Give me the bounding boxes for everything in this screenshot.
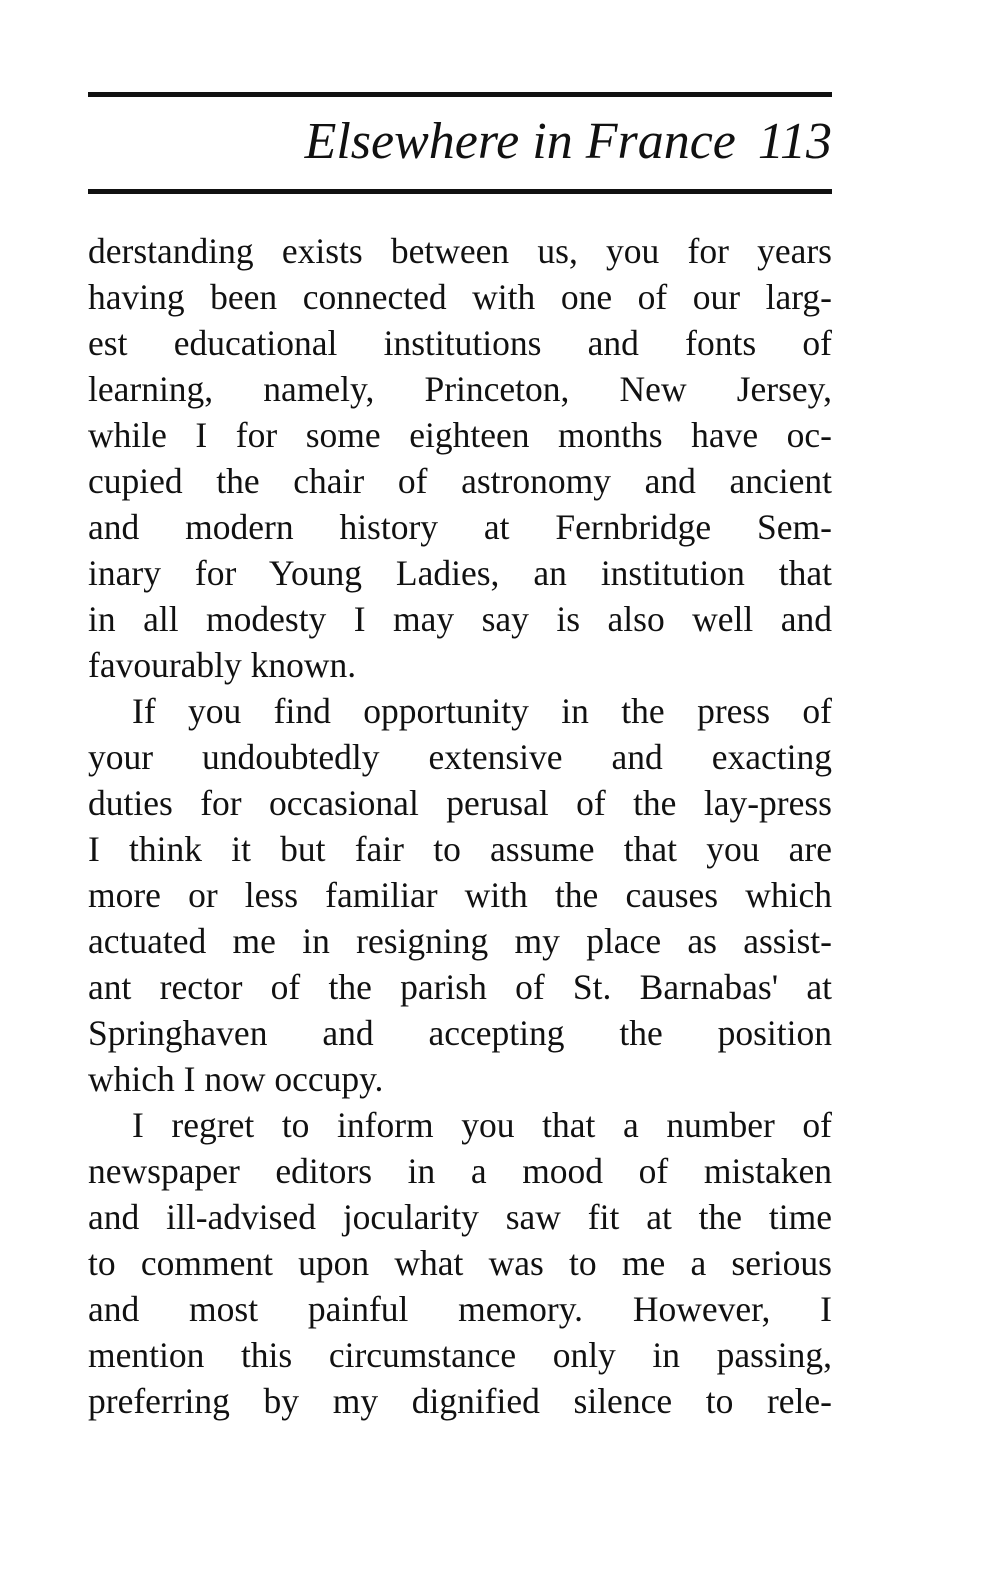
paragraph-3 xyxy=(88,1102,832,1424)
text-line: I regret to inform you that a number of xyxy=(132,1105,832,1145)
text-line: actuated me in resigning my place as assist- xyxy=(88,921,832,961)
chapter-title: Elsewhere in France xyxy=(304,113,736,170)
text-line: in all modesty I may say is also well and xyxy=(88,599,832,639)
text-line: duties for occasional perusal of the lay-press xyxy=(88,783,832,823)
book-page xyxy=(88,92,832,1424)
text-line: mention this circumstance only in passing, xyxy=(88,1335,832,1375)
text-line: and modern history at Fernbridge Sem- xyxy=(88,507,832,547)
running-title-block xyxy=(305,107,832,177)
text-line: preferring by my dignified silence to rele- xyxy=(88,1381,832,1421)
text-line: inary for Young Ladies, an institution that xyxy=(88,553,832,593)
text-line: est educational institutions and fonts of xyxy=(88,323,832,363)
text-line: newspaper editors in a mood of mistaken xyxy=(88,1151,832,1191)
text-line: derstanding exists between us, you for years xyxy=(88,231,832,271)
text-line: and most painful memory. However, I xyxy=(88,1289,832,1329)
text-line: having been connected with one of our larg- xyxy=(88,277,832,317)
text-line: to comment upon what was to me a serious xyxy=(88,1243,832,1283)
text-line: more or less familiar with the causes which xyxy=(88,875,832,915)
text-line: while I for some eighteen months have oc- xyxy=(88,415,832,455)
text-line: If you find opportunity in the press of xyxy=(132,691,832,731)
text-line: ant rector of the parish of St. Barnabas' at xyxy=(88,967,832,1007)
text-line: Springhaven and accepting the position xyxy=(88,1013,832,1053)
text-line: which I now occupy. xyxy=(88,1059,384,1099)
body-text xyxy=(88,228,832,1424)
text-line: learning, namely, Princeton, New Jersey, xyxy=(88,369,832,409)
text-line: your undoubtedly extensive and exacting xyxy=(88,737,832,777)
text-line: I think it but fair to assume that you are xyxy=(88,829,832,869)
text-line: favourably known. xyxy=(88,645,357,685)
text-line: and ill-advised jocularity saw fit at the time xyxy=(88,1197,832,1237)
paragraph-1 xyxy=(88,228,832,688)
running-head xyxy=(88,97,832,189)
page-number: 113 xyxy=(757,113,832,170)
header-rule-bottom xyxy=(88,189,832,194)
text-line: cupied the chair of astronomy and ancient xyxy=(88,461,832,501)
paragraph-2 xyxy=(88,688,832,1102)
